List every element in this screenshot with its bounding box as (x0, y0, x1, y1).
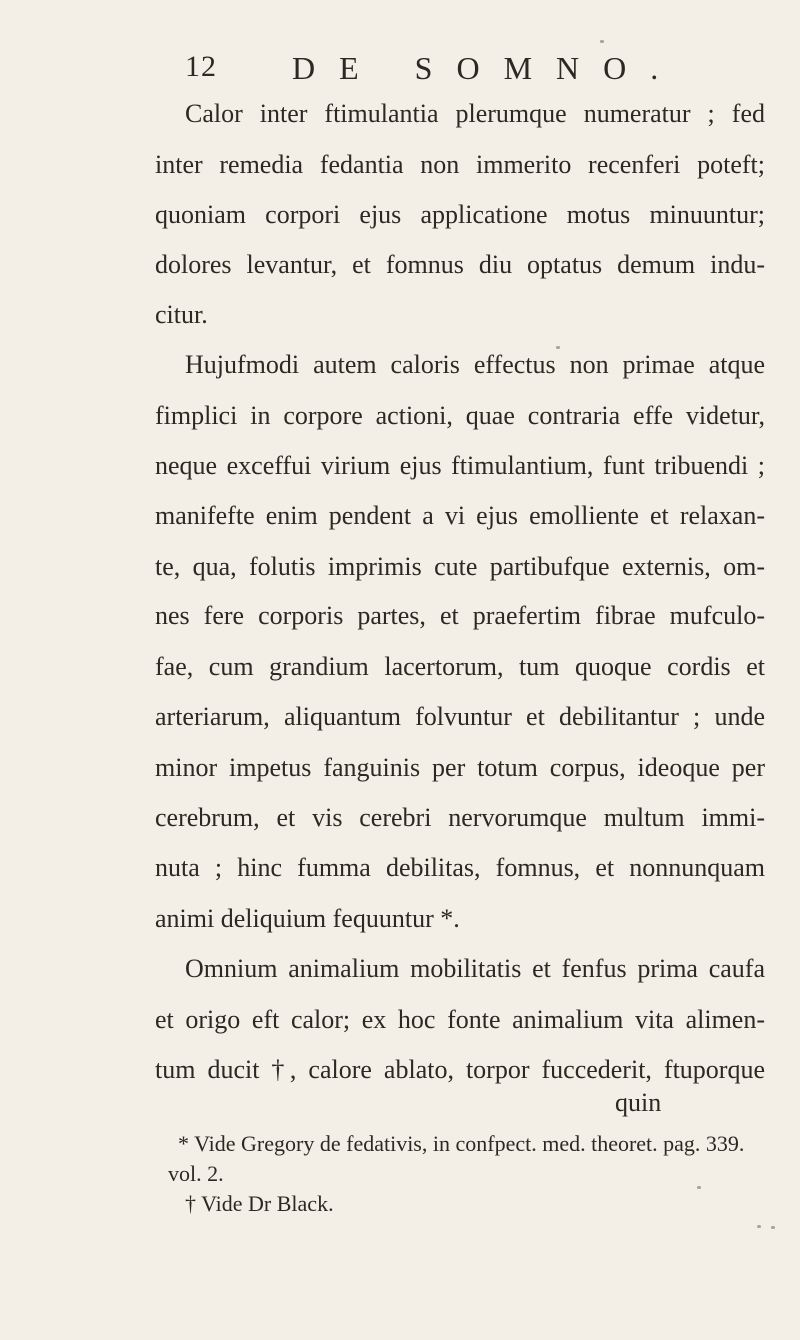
ink-speck (697, 1186, 701, 1189)
text-line: quoniam corpori ejus applicatione motus minuuntur; (155, 200, 765, 229)
text-line: citur. (155, 300, 208, 329)
text-line: animi deliquium fequuntur *. (155, 904, 460, 933)
text-line: Hujufmodi autem caloris effectus non primae atque (185, 350, 765, 379)
text-line: neque exceffui virium ejus ftimulantium, funt tribuendi ; (155, 451, 765, 480)
running-title: DE SOMNO. (292, 50, 683, 86)
ink-speck (600, 40, 604, 43)
footnote-gregory: * Vide Gregory de fedativis, in confpect. med. theoret. pag. 339. (178, 1131, 745, 1156)
text-line: et origo eft calor; ex hoc fonte animalium vita alimen- (155, 1005, 765, 1034)
text-line: fimplici in corpore actioni, quae contraria effe videtur, (155, 401, 765, 430)
text-line: arteriarum, aliquantum folvuntur et debilitantur ; unde (155, 702, 765, 731)
catchword: quin (615, 1088, 662, 1117)
text-line: dolores levantur, et fomnus diu optatus demum indu- (155, 250, 765, 279)
ink-speck (556, 346, 560, 349)
signature-mark: vol. 2. (168, 1161, 224, 1186)
text-line: cerebrum, et vis cerebri nervorumque multum immi- (155, 803, 765, 832)
text-line: minor impetus fanguinis per totum corpus, ideoque per (155, 753, 765, 782)
text-line: Omnium animalium mobilitatis et fenfus prima caufa (185, 954, 765, 983)
text-line: manifefte enim pendent a vi ejus emolliente et relaxan- (155, 501, 765, 530)
text-line: te, qua, folutis imprimis cute partibufque externis, om- (155, 552, 765, 581)
footnote-black: † Vide Dr Black. (185, 1191, 334, 1216)
ink-speck (771, 1226, 775, 1229)
page-number: 12 (185, 50, 217, 83)
page-header (0, 50, 800, 100)
text-line: nuta ; hinc fumma debilitas, fomnus, et nonnunquam (155, 853, 765, 882)
text-line: Calor inter ftimulantia plerumque numeratur ; fed (185, 99, 765, 128)
text-line: fae, cum grandium lacertorum, tum quoque cordis et (155, 652, 765, 681)
text-line: tum ducit †, calore ablato, torpor fuccederit, ftuporque (155, 1055, 765, 1084)
text-line: inter remedia fedantia non immerito recenferi poteft; (155, 150, 765, 179)
text-line: nes fere corporis partes, et praefertim fibrae mufculo- (155, 601, 765, 630)
ink-speck (757, 1225, 761, 1228)
